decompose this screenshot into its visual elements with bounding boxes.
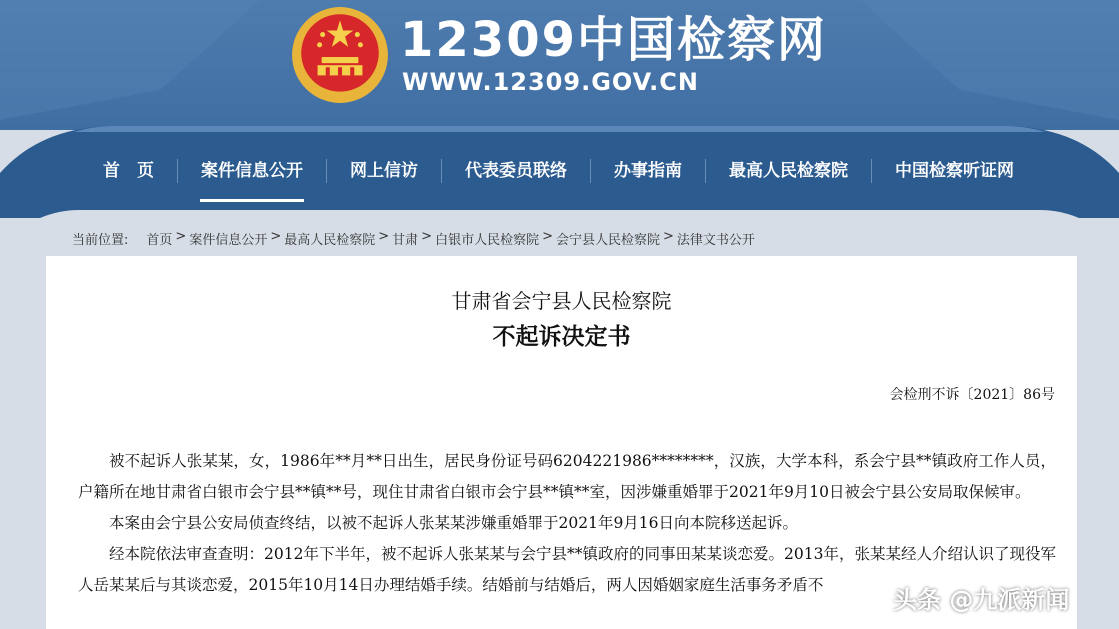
breadcrumb-separator: > [663,229,674,244]
nav-item-deputy-liaison[interactable]: 代表委员联络 [465,161,567,181]
breadcrumb-item-baiyin[interactable]: 白银市人民检察院 [435,233,540,248]
national-emblem-icon[interactable] [289,4,391,106]
document-paragraph: 被不起诉人张某某，女，1986年**月**日出生，居民身份证号码6204221986********，汉族，大学本科，系会宁县**镇政府工作人员，户籍所在地甘肃省白银市会宁县**镇**号，现住甘肃省白银市会宁县**镇**室，因涉嫌重婚罪于2021年9月10日被会宁县公安局取保候审。 [78,452,1056,501]
breadcrumb-separator: > [542,229,553,244]
document-paragraph: 经本院依法审查查明：2012年下半年，被不起诉人张某某与会宁县**镇政府的同事田某某谈恋爱。2013年，张某某经人介绍认识了现役军人岳某某后与其谈恋爱，2015年10月14日办理结婚手续。结婚前与结婚后，两人因婚姻家庭生活事务矛盾不 [78,545,1056,594]
document-body [78,446,1056,601]
nav-item-supreme-procuratorate[interactable]: 最高人民检察院 [729,161,848,181]
site-logo-text[interactable]: 12309中国检察网 [400,12,827,68]
breadcrumb-item-supreme[interactable]: 最高人民检察院 [284,233,376,248]
breadcrumb-item-home[interactable]: 首页 [146,233,173,248]
breadcrumb-item-legal-docs[interactable]: 法律文书公开 [676,233,755,248]
nav-item-hearing-network[interactable]: 中国检察听证网 [895,161,1014,181]
breadcrumb-separator: > [175,229,187,244]
breadcrumb-separator: > [421,229,433,244]
main-nav [80,140,1037,202]
breadcrumb-separator: > [270,229,282,244]
breadcrumb-item-case-info[interactable]: 案件信息公开 [189,233,268,248]
breadcrumb-item-gansu[interactable]: 甘肃 [392,233,419,248]
breadcrumb-spacer [128,229,146,248]
breadcrumb-item-huining[interactable]: 会宁县人民检察院 [556,233,661,248]
document-number: 会检刑不诉〔2021〕86号 [889,387,1055,403]
site-url: WWW.12309.GOV.CN [402,68,699,96]
watermark-text: 头条 @九派新闻 [893,586,1070,614]
breadcrumb [72,229,755,248]
breadcrumb-prefix: 当前位置: [72,233,129,248]
document-panel [46,256,1077,629]
nav-item-online-petition[interactable]: 网上信访 [350,161,418,181]
nav-item-service-guide[interactable]: 办事指南 [614,161,682,181]
site-header [0,0,1119,130]
nav-item-home[interactable]: 首 页 [103,161,154,181]
document-organization: 甘肃省会宁县人民检察院 [451,289,672,313]
nav-item-case-info[interactable]: 案件信息公开 [178,140,326,202]
document-paragraph: 本案由会宁县公安局侦查终结，以被不起诉人张某某涉嫌重婚罪于2021年9月16日向本院移送起诉。 [109,514,799,532]
breadcrumb-separator: > [378,229,390,244]
document-title: 不起诉决定书 [492,323,631,350]
